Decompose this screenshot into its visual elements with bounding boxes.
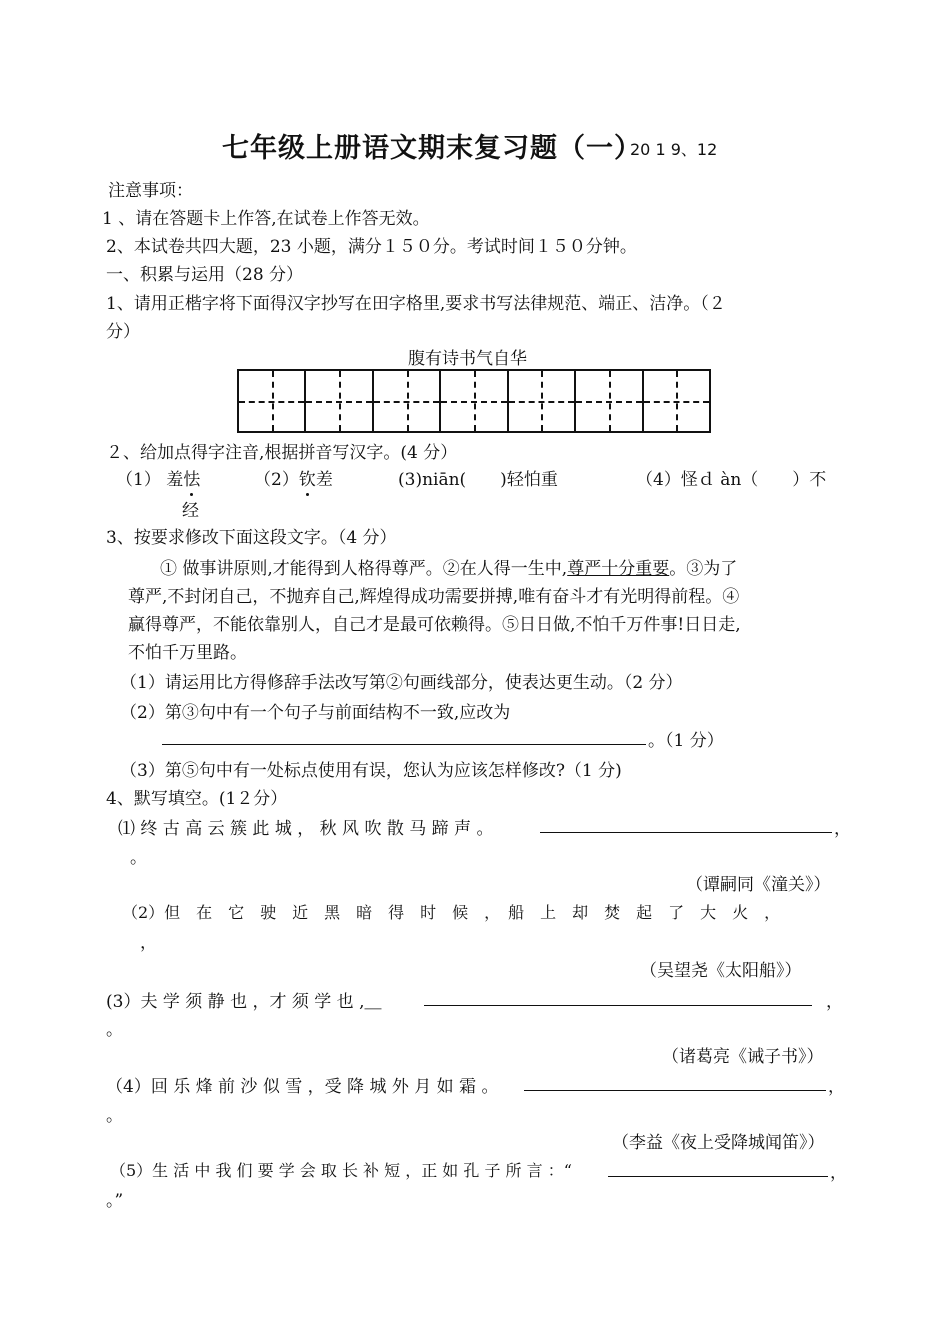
- copy-phrase: 腹有诗书气自华: [408, 349, 527, 369]
- answer-line[interactable]: [540, 832, 832, 833]
- q3-stem: 3、按要求修改下面这段文字。（4 分）: [106, 528, 397, 548]
- grid-cell[interactable]: [644, 371, 709, 431]
- q4-line-1: ⑴ 终 古 高 云 簇 此 城 ， 秋 风 吹 散 马 蹄 声 。: [118, 819, 494, 839]
- q4-line-2-source: （吴望尧《太阳船》）: [640, 961, 802, 981]
- grid-cell[interactable]: [374, 371, 441, 431]
- q2-item-4-cont: 经: [182, 501, 199, 521]
- tianzige-grid[interactable]: [237, 369, 711, 433]
- q3-sub-2-score: 。（1 分）: [648, 731, 724, 751]
- grid-cell[interactable]: [306, 371, 373, 431]
- note-item-2: 2、本试卷共四大题，23 小题，满分１５０分。考试时间１５０分钟。: [106, 237, 637, 257]
- q3-sub-2: （2）第③句中有一个句子与前面结构不一致,应改为: [120, 703, 511, 723]
- q4-line-2: （2）但 在 它 驶 近 黑 暗 得 时 候 ， 船 上 却 焚 起 了 大 火 ，: [122, 903, 781, 922]
- q2-item-1: （1） 羞怯: [116, 470, 201, 490]
- page-title: 七年级上册语文期末复习题（一）: [222, 133, 642, 164]
- q2-item-4: （4）怪ｄ àn（ ）不: [636, 470, 827, 490]
- q4-line-1-comma: ，: [834, 819, 851, 839]
- q2-stem: ２、给加点得字注音,根据拼音写汉字。(4 分）: [106, 443, 458, 463]
- q4-stem: 4、默写填空。(1２分）: [106, 789, 288, 809]
- q2-item-3: (3)niān( )轻怕重: [398, 470, 558, 490]
- answer-line[interactable]: [424, 1005, 812, 1006]
- q4-line-4-end: 。: [106, 1106, 123, 1126]
- section-1-heading: 一、积累与运用（28 分）: [106, 265, 304, 285]
- grid-cell[interactable]: [509, 371, 576, 431]
- q4-line-1-source: （谭嗣同《潼关》）: [686, 875, 831, 895]
- q3-passage-line-2: 尊严,不封闭自己，不抛弃自己,辉煌得成功需要拼搏,唯有奋斗才有光明得前程。④: [128, 587, 740, 607]
- q3-passage-line-1: ① 做事讲原则,才能得到人格得尊严。②在人得一生中,尊严十分重要。③为了: [160, 559, 738, 579]
- q4-line-3-source: （诸葛亮《诫子书》）: [662, 1047, 824, 1067]
- q1-stem-cont: 分）: [106, 322, 140, 342]
- q4-line-1-end: 。: [130, 848, 147, 868]
- q4-line-5: （5）生 活 中 我 们 要 学 会 取 长 补 短 ，正 如 孔 子 所 言 ：“: [110, 1161, 572, 1180]
- answer-line[interactable]: [608, 1176, 828, 1177]
- q3-sub-1: （1）请运用比方得修辞手法改写第②句画线部分，使表达更生动。（2 分）: [120, 673, 683, 693]
- q4-line-4: （4）回 乐 烽 前 沙 似 雪 ，受 降 城 外 月 如 霜 。: [106, 1077, 499, 1097]
- grid-cell[interactable]: [441, 371, 508, 431]
- q4-line-5-comma: ，: [830, 1163, 847, 1183]
- grid-cell[interactable]: [239, 371, 306, 431]
- exam-date: 20 1 9、12: [630, 140, 718, 159]
- notes-heading: 注意事项：: [108, 181, 193, 201]
- q3-sub-3: （3）第⑤句中有一处标点使用有误，您认为应该怎样修改?（1 分): [120, 761, 622, 781]
- q2-item-2: （2）钦差: [254, 470, 333, 490]
- q3-passage-line-4: 不怕千万里路。: [128, 643, 247, 663]
- q4-line-2-end: ，: [140, 933, 157, 953]
- q4-line-5-end: 。”: [106, 1191, 124, 1211]
- q4-line-4-comma: ，: [828, 1077, 845, 1097]
- q1-stem: 1、请用正楷字将下面得汉字抄写在田字格里,要求书写法律规范、端正、洁净。（２: [106, 294, 726, 314]
- answer-line[interactable]: [524, 1090, 826, 1091]
- grid-cell[interactable]: [576, 371, 643, 431]
- q4-line-3-end: 。: [106, 1020, 123, 1040]
- underlined-phrase: 尊严十分重要: [567, 559, 670, 579]
- q4-line-4-source: （李益《夜上受降城闻笛》）: [612, 1133, 825, 1153]
- note-item-1: 1 、请在答题卡上作答,在试卷上作答无效。: [102, 209, 430, 229]
- q4-line-3-comma: ，: [826, 992, 843, 1012]
- q4-line-3: (3）夫 学 须 静 也 ，才 须 学 也 ,＿: [106, 992, 382, 1012]
- q3-passage-line-3: 赢得尊严，不能依靠别人，自己才是最可依赖得。⑤日日做,不怕千万件事!日日走,: [128, 615, 741, 635]
- answer-line[interactable]: [162, 744, 646, 745]
